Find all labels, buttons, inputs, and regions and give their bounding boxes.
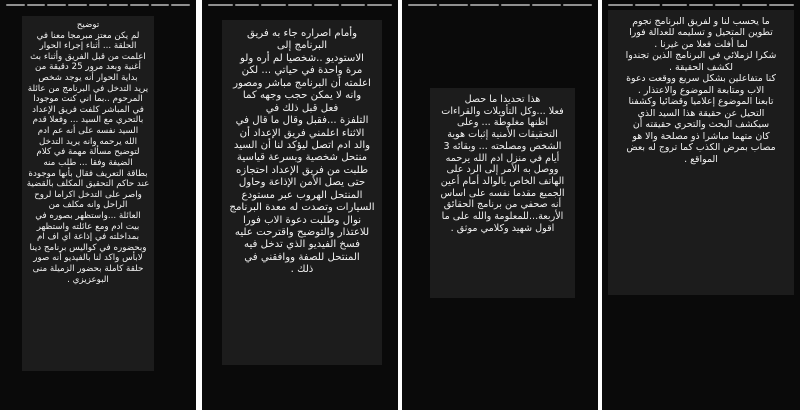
- story-panel-4[interactable]: [602, 0, 800, 410]
- story-progress-segment: [689, 4, 714, 6]
- story-progress-segment: [769, 4, 794, 6]
- story-progress-segment: [635, 4, 660, 6]
- story-progress-bar: [608, 4, 794, 7]
- story-progress-segment: [47, 4, 66, 6]
- story-progress-segment: [367, 4, 392, 6]
- story-text-box: هذا تحديدا ما حصل فعلا ...وكل التأويلات والقراءات اظنها مغلوطة ... وعلى التحقيقات الأمنية إثبات هوية الشخص ومصلحته ... وبقائه 3 أيام في منزل ادم الله يرحمه ووصل به الأمر إلى الرد على الهاتف الخاص بالوالد أمام أعين الجميع مقدما نفسه على اساس أنه صحفي من برنامج الحقائق الأربعة...للمعلومة والله على ما اقول شهيد وكلامي موثق .: [430, 88, 575, 298]
- story-progress-segment: [89, 4, 108, 6]
- story-progress-segment: [742, 4, 767, 6]
- story-progress-segment: [6, 4, 25, 6]
- story-panel-3[interactable]: [402, 0, 598, 410]
- story-progress-segment: [408, 4, 437, 6]
- story-progress-segment: [151, 4, 170, 6]
- story-progress-segment: [501, 4, 530, 6]
- story-text-box: توضيح لم يكن معتز مبرمجا معنا في الحلقة ... أثناء إجراء الحوار اعلمت من قبل الفريق وأثناء بث أغنية وبعد مرور 25 دقيقة من بداية الحوار أنه يوجد شخص يريد التدخل في البرنامج من عائلة المرحوم ..بما اني كنت موجودا في المباشر كلفت فريق الإعداد بالتحري مع السيد ... وفعلا قدم السيد نفسه على أنه عم ادم الله يرحمه وانه يريد التدخل لتوضيح مسألة مهمة في كلام الضيفة وفقا ... طلب منه بطاقة التعريف فقال بأنها موجودة عند حاكم التحقيق المكلف بالقضية واصر على التدخل اكراما لروح الراحل وانه مكلف من العائلة ...واستظهر بصوره في بيت ادم ومع عائلته واستظهر بمداخلته في إذاعة اي اف ام وبحضوره في كواليس برنامج دينا لابأس واكد لنا بالفيديو أنه صور حلقة كاملة بحضور الزميلة منى البوعزيزي .: [22, 16, 154, 371]
- story-progress-segment: [608, 4, 633, 6]
- story-panel-2[interactable]: [202, 0, 398, 410]
- story-progress-segment: [439, 4, 468, 6]
- story-progress-segment: [109, 4, 128, 6]
- story-progress-segment: [171, 4, 190, 6]
- story-progress-segment: [314, 4, 339, 6]
- story-progress-segment: [261, 4, 286, 6]
- story-progress-segment: [715, 4, 740, 6]
- story-progress-segment: [662, 4, 687, 6]
- story-panel-1[interactable]: [0, 0, 196, 410]
- story-text-box: ما يحسب لنا و لفريق البرنامج نجوم تطوين المتحيل و تسليمه للعدالة فورا لما أفلت فعلا من غيرنا . شكرا لزملائي في البرنامج الذين تجندوا لكشف الحقيقة . كنا متفاعلين بشكل سريع ووقعت دعوة الاب ومتابعة الموضوع والاعتذار . تابعنا الموضوع إعلاميا وقضائيا وكشفنا التحيل عن حقيقة هذا السيد الذي سيكشف البحث والتحري حقيقته أن كان متهما مباشرا ذو مصلحة والا هو مصاب بمرض الكذب كما تروج له بعض المواقع .: [608, 10, 794, 295]
- story-progress-segment: [208, 4, 233, 6]
- story-progress-segment: [532, 4, 561, 6]
- story-progress-segment: [470, 4, 499, 6]
- story-progress-segment: [27, 4, 46, 6]
- story-progress-segment: [341, 4, 366, 6]
- story-text-box: وأمام اصراره جاء به فريق البرنامج إلى الاستوديو ..شخصيا لم أره ولو مرة واحدة في حياتي ... لكن اعلمته أن البرنامج مباشر ومصور وانه لا يمكن حجب وجهه كما فعل قبل ذلك في التلفزة ...فقبل وقال ما قال في الاثناء اعلمني فريق الإعداد أن والد ادم اتصل ليؤكد لنا أن السيد منتحل شخصية وبسرعة قياسية طلبت من فريق الإعداد احتجازه حتى يصل الأمن الإذاعة وحاول المنتحل الهروب عبر مستودع السيارات وتصدت له معدة البرنامج نوال وطلبت دعوة الاب فورا للاعتذار والتوضيح واقترحت عليه فسخ الفيديو الذي تدخل فيه المنتحل للصفة ووافقني في ذلك .: [222, 20, 382, 365]
- story-progress-segment: [130, 4, 149, 6]
- story-progress-bar: [6, 4, 190, 7]
- story-progress-bar: [408, 4, 592, 7]
- story-progress-bar: [208, 4, 392, 7]
- story-progress-segment: [563, 4, 592, 6]
- story-progress-segment: [288, 4, 313, 6]
- story-progress-segment: [68, 4, 87, 6]
- story-progress-segment: [235, 4, 260, 6]
